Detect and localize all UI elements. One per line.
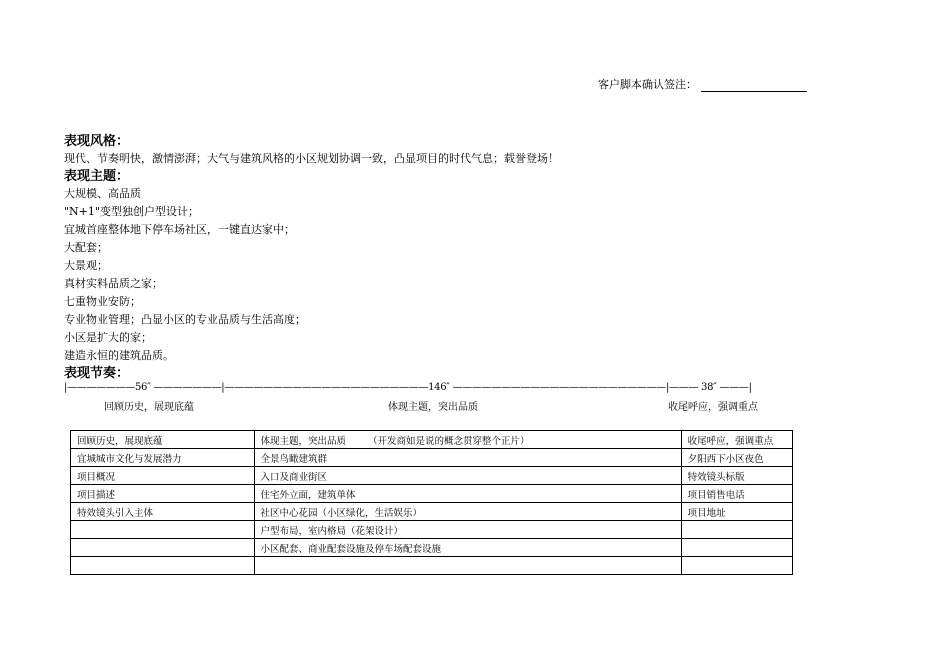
table-cell xyxy=(71,557,255,575)
table-cell: 住宅外立面，建筑单体 xyxy=(254,485,681,503)
table-cell xyxy=(681,557,792,575)
theme-item: "N+1"变型独创户型设计； xyxy=(64,205,199,218)
table-row xyxy=(71,539,793,557)
signature-blank[interactable] xyxy=(701,81,807,92)
table-row xyxy=(71,557,793,575)
rhythm-table xyxy=(70,430,793,575)
rhythm-timeline: |———————56″ ———————|—————————————————————146″ ——————————————————————|——— 38″ ———| xyxy=(64,382,752,393)
signature-line xyxy=(598,76,807,92)
theme-item: 建造永恒的建筑品质。 xyxy=(64,349,174,362)
table-cell: 夕阳西下小区夜色 xyxy=(681,449,792,467)
table-cell: 回顾历史，展现底蕴 xyxy=(71,431,255,449)
table-cell: 特效镜头引入主体 xyxy=(71,503,255,521)
table-cell: 全景鸟瞰建筑群 xyxy=(254,449,681,467)
table-cell xyxy=(71,521,255,539)
table-cell: 小区配套、商业配套设施及停车场配套设施 xyxy=(254,539,681,557)
table-cell: 宜城城市文化与发展潜力 xyxy=(71,449,255,467)
timeline-label-opening: 回顾历史，展现底蕴 xyxy=(104,402,194,413)
theme-heading: 表现主题： xyxy=(64,169,130,184)
table-row xyxy=(71,467,793,485)
table-row xyxy=(71,521,793,539)
table-cell: 入口及商业街区 xyxy=(254,467,681,485)
table-cell: 户型布局，室内格局（花架设计） xyxy=(254,521,681,539)
theme-item: 大规模、高品质 xyxy=(64,187,141,200)
cell-note: （开发商如是说的概念贯穿整个正片） xyxy=(368,435,530,447)
theme-item: 专业物业管理；凸显小区的专业品质与生活高度； xyxy=(64,313,306,326)
signature-label: 客户脚本确认签注： xyxy=(598,78,697,91)
table-row xyxy=(71,449,793,467)
table-cell: 项目销售电话 xyxy=(681,485,792,503)
table-cell: 项目描述 xyxy=(71,485,255,503)
table-cell: 项目概况 xyxy=(71,467,255,485)
table-cell xyxy=(254,431,681,449)
table-cell xyxy=(681,521,792,539)
table-cell: 特效镜头标版 xyxy=(681,467,792,485)
table-cell: 项目地址 xyxy=(681,503,792,521)
theme-item: 大景观； xyxy=(64,259,108,272)
table-cell xyxy=(71,539,255,557)
cell-text: 体现主题，突出品质 xyxy=(260,435,347,447)
table-cell xyxy=(254,557,681,575)
theme-item: 真材实料品质之家； xyxy=(64,277,163,290)
timeline-label-main: 体现主题，突出品质 xyxy=(388,402,478,413)
rhythm-heading: 表现节奏： xyxy=(64,366,130,381)
table-cell: 社区中心花园（小区绿化，生活娱乐） xyxy=(254,503,681,521)
style-text: 现代、节奏明快，激情澎湃；大气与建筑风格的小区规划协调一致，凸显项目的时代气息；载誉登场！ xyxy=(64,152,559,165)
table-row xyxy=(71,431,793,449)
timeline-label-ending: 收尾呼应，强调重点 xyxy=(668,402,758,413)
theme-item: 七重物业安防； xyxy=(64,295,141,308)
theme-item: 大配套； xyxy=(64,241,108,254)
table-row xyxy=(71,503,793,521)
theme-item: 宜城首座整体地下停车场社区，一键直达家中； xyxy=(64,223,295,236)
style-heading: 表现风格： xyxy=(64,134,130,149)
table-row xyxy=(71,485,793,503)
document-body xyxy=(64,133,894,382)
table-cell: 收尾呼应，强调重点 xyxy=(681,431,792,449)
table-cell xyxy=(681,539,792,557)
theme-item: 小区是扩大的家； xyxy=(64,331,152,344)
